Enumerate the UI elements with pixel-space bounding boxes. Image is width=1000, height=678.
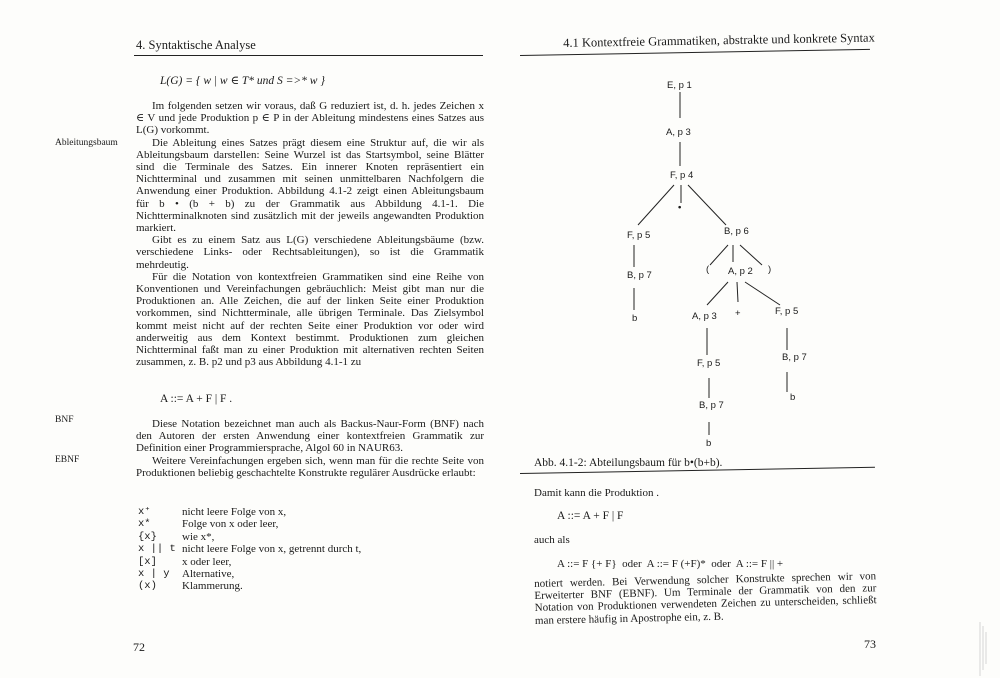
paragraph-reduziert: Im folgenden setzen wir voraus, daß G reduziert ist, d. h. jedes Zeichen x ∈ V und jede Produktion p ∈ P in der Ableitung mindestens eines Satzes aus L(G) vorkommt. [136,100,484,137]
formula-ebnf-variants [557,558,783,570]
tree-node: B, p 7 [699,400,724,411]
tree-node: B, p 6 [724,226,749,237]
list-item: [x] x oder leer, [138,555,232,568]
margin-note-ebnf: EBNF [55,455,80,465]
list-item: {x} wie x*, [138,530,215,543]
paragraph-mehrdeutig: Gibt es zu einem Satz aus L(G) verschiedene Ableitungsbäume (bzw. verschiedene Links- oder Rechtsableitungen), so ist die Grammatik mehrdeutig. [136,234,484,271]
paragraph-bnf: Diese Notation bezeichnet man auch als Backus-Naur-Form (BNF) nach den Autoren der ersten Anwendung einer kontextfreien Grammatik zur Definition einer Programmiersprache, Algol 60 in NAUR63. [136,418,484,455]
list-item: x | y Alternative, [138,568,235,581]
tree-node: A, p 3 [692,311,717,322]
tree-node: B, p 7 [782,352,807,363]
tree-node: A, p 2 [728,266,753,277]
margin-note-bnf: BNF [55,415,74,425]
left-running-header: 4. Syntaktische Analyse [136,38,256,52]
tree-node: b [790,392,796,403]
tree-node: F, p 5 [775,306,799,317]
list-item: x⁺ nicht leere Folge von x, [138,506,287,518]
oder-label: oder [622,558,642,570]
left-header-rule [134,55,483,56]
formula-variant-star: A ::= F (+F)* [646,558,706,570]
right-page-number: 73 [864,637,876,651]
list-item: x || t nicht leere Folge von x, getrennt durch t, [138,543,362,556]
tree-node: F, p 5 [697,358,721,369]
paragraph-ableitungsbaum: Die Ableitung eines Satzes prägt diesem eine Struktur auf, die wir als Ableitungsbaum darstellen: Seine Wurzel ist das Startsymbol, seine Blätter sind die Terminale des Satzes. Ein innerer Knoten repräsentiert ein Nichtterminal und zusammen mit seinen unmittelbaren Nachfolgern die Anwendung einer Produktion. Abbildung 4.1-2 zeigt einen Ableitungsbaum für b • (b + b) zu der Grammatik aus Abbildung 4.1-1. Die Nichtterminalknoten sind zusätzlich mit der jeweils angewandten Produktion markiert. [136,136,484,235]
oder-label: oder [711,558,731,570]
left-body-block-1 [136,100,484,368]
regex-construct-list [138,506,361,593]
formula-bnf-example: A ::= A + F | F . [160,393,233,405]
margin-note-ableitungsbaum: Ableitungsbaum [55,138,118,148]
tree-node: + [735,308,741,319]
tree-node: b [706,438,712,449]
tree-node: B, p 7 [627,270,652,281]
formula-variant-separator: A ::= F || + [735,558,784,570]
paragraph-konventionen: Für die Notation von kontextfreien Grammatiken sind eine Reihe von Konventionen und Vereinfachungen gebräuchlich: Meist gibt man nur die Produktionen an. Alle Zeichen, die auf der linken Seite einer Produktion vorkommen, sind Nichtterminale, alle übrigen Terminale. Das Zielsymbol kommt meist nicht auf der rechten Seite einer Produktion vor oder wird anderweitig aus dem Kontext bestimmt. Produktionen zum gleichen Nichtterminal faßt man zu einer Produktion mit alternativen rechten Seiten zusammen, z. B. p2 und p3 aus Abbildung 4.1-1 zu [136,270,484,369]
right-running-header: 4.1 Kontextfreie Grammatiken, abstrakte und konkrete Syntax [563,30,875,50]
tree-node: F, p 4 [670,170,694,181]
tree-node: ( [706,264,710,275]
left-page-number: 72 [133,640,145,654]
tree-node: E, p 1 [667,80,692,91]
tree-node: F, p 5 [627,230,651,241]
tree-edges [634,92,787,435]
figure-caption: Abb. 4.1-2: Abteilungsbaum für b•(b+b). [534,457,723,469]
list-item: (x) Klammerung. [138,580,243,593]
text-damit-kann: Damit kann die Produktion . [534,487,659,499]
page-edge-texture [978,620,990,678]
paragraph-ebnf: notiert werden. Bei Verwendung solcher Konstrukte sprechen wir von Erweiterter BNF (EBNF). Um Terminale der Grammatik von den zur Notation von Produktionen verwendeten Zeichen zu unterscheiden, schließt man erstere häufig in Apostrophe ein, z. B. [534,570,877,627]
right-closing-paragraph [534,570,877,627]
text-auch-als: auch als [534,534,570,546]
tree-node: • [678,202,682,213]
tree-node: b [632,313,638,324]
left-body-block-2 [136,418,484,479]
formula-language-definition: L(G) = { w | w ∈ T* und S =>* w } [160,75,325,87]
paragraph-vereinfachungen: Weitere Vereinfachungen ergeben sich, wenn man für die rechte Seite von Produktionen beliebig geschachtelte Konstrukte regulärer Ausdrücke erlaubt: [136,454,484,479]
list-item: x* Folge von x oder leer, [138,518,279,531]
formula-production: A ::= A + F | F [557,510,624,522]
formula-variant-braces: A ::= F {+ F} [557,558,617,570]
tree-node: ) [768,264,772,275]
tree-node: A, p 3 [666,127,691,138]
